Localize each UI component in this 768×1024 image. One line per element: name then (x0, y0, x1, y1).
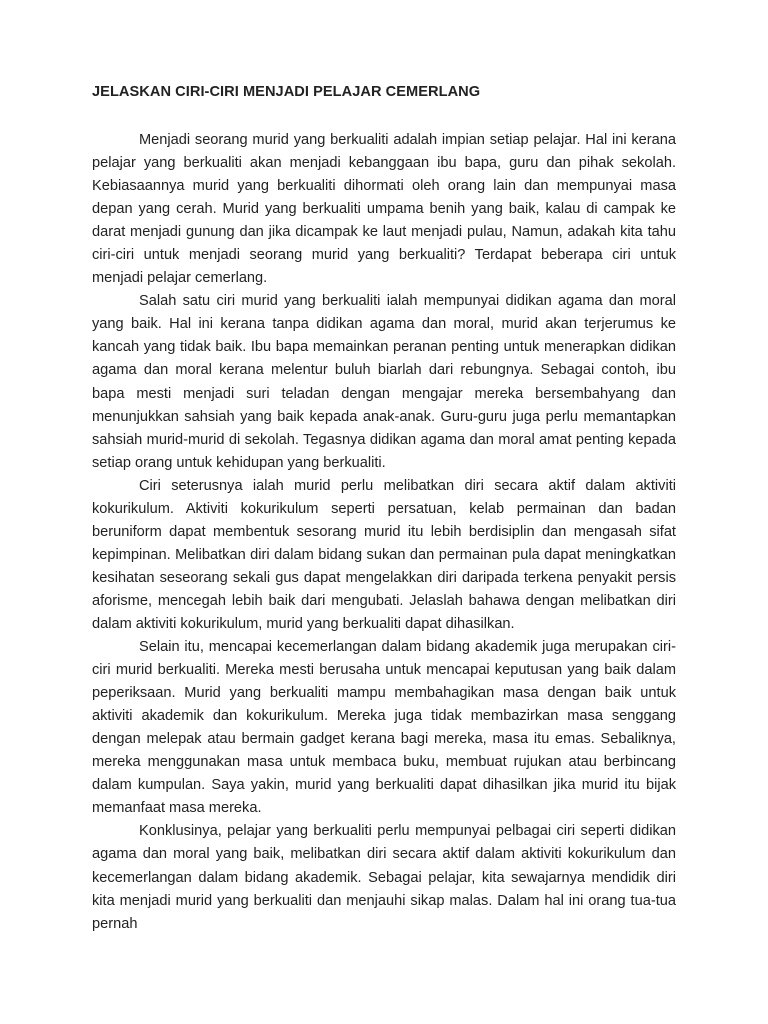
document-title: JELASKAN CIRI-CIRI MENJADI PELAJAR CEMERLANG (92, 84, 481, 100)
paragraph-academic-excellence: Selain itu, mencapai kecemerlangan dalam bidang akademik juga merupakan ciri-ciri murid berkualiti. Mereka mesti berusaha untuk mencapai keputusan yang baik dalam peperiksaan. Murid yang berkualiti mampu membahagikan masa dengan baik untuk aktiviti akademik dan kokurikulum. Mereka juga tidak membazirkan masa senggang dengan melepak atau bermain gadget kerana bagi mereka, masa itu emas. Sebaliknya, mereka menggunakan masa untuk membaca buku, membuat rujukan atau berbincang dalam kumpulan. Saya yakin, murid yang berkualiti dapat dihasilkan jika murid itu bijak memanfaat masa mereka. (92, 639, 676, 817)
paragraph-introduction: Menjadi seorang murid yang berkualiti adalah impian setiap pelajar. Hal ini kerana pelajar yang berkualiti akan menjadi kebanggaan ibu bapa, guru dan pihak sekolah. Kebiasaannya murid yang berkualiti dihormati oleh orang lain dan mempunyai masa depan yang cerah. Murid yang berkualiti umpama benih yang baik, kalau di campak ke darat menjadi gunung dan jika dicampak ke laut menjadi pulau, Namun, adakah kita tahu ciri-ciri untuk menjadi seorang murid yang berkualiti? Terdapat beberapa ciri untuk menjadi pelajar cemerlang. (92, 132, 676, 287)
paragraph-religious-moral-education: Salah satu ciri murid yang berkualiti ialah mempunyai didikan agama dan moral yang baik. Hal ini kerana tanpa didikan agama dan moral, murid akan terjerumus ke kancah yang tidak baik. Ibu bapa memainkan peranan penting untuk menerapkan didikan agama dan moral kerana melentur buluh biarlah dari rebungnya. Sebagai contoh, ibu bapa mesti menjadi suri teladan dengan mengajar mereka bersembahyang dan menunjukkan sahsiah yang baik kepada anak-anak. Guru-guru juga perlu memantapkan sahsiah murid-murid di sekolah. Tegasnya didikan agama dan moral amat penting kepada setiap orang untuk kehidupan yang berkualiti. (92, 293, 676, 471)
paragraph-conclusion: Konklusinya, pelajar yang berkualiti perlu mempunyai pelbagai ciri seperti didikan agama dan moral yang baik, melibatkan diri secara aktif dalam aktiviti kokurikulum dan kecemerlangan dalam bidang akademik. Sebagai pelajar, kita sewajarnya mendidik diri kita menjadi murid yang berkualiti dan menjauhi sikap malas. Dalam hal ini orang tua-tua pernah (92, 823, 676, 932)
paragraph-cocurricular-activities: Ciri seterusnya ialah murid perlu melibatkan diri secara aktif dalam aktiviti kokurikulum. Aktiviti kokurikulum seperti persatuan, kelab permainan dan badan beruniform dapat membentuk sesorang murid itu lebih berdisiplin dan mengasah sifat kepimpinan. Melibatkan diri dalam bidang sukan dan permainan pula dapat meningkatkan kesihatan seseorang sekali gus dapat mengelakkan diri daripada terkena penyakit persis aforisme, mencegah lebih baik dari mengubati. Jelaslah bahawa dengan melibatkan diri dalam aktiviti kokurikulum, murid yang berkualiti dapat dihasilkan. (92, 477, 676, 632)
document-page (92, 79, 676, 936)
